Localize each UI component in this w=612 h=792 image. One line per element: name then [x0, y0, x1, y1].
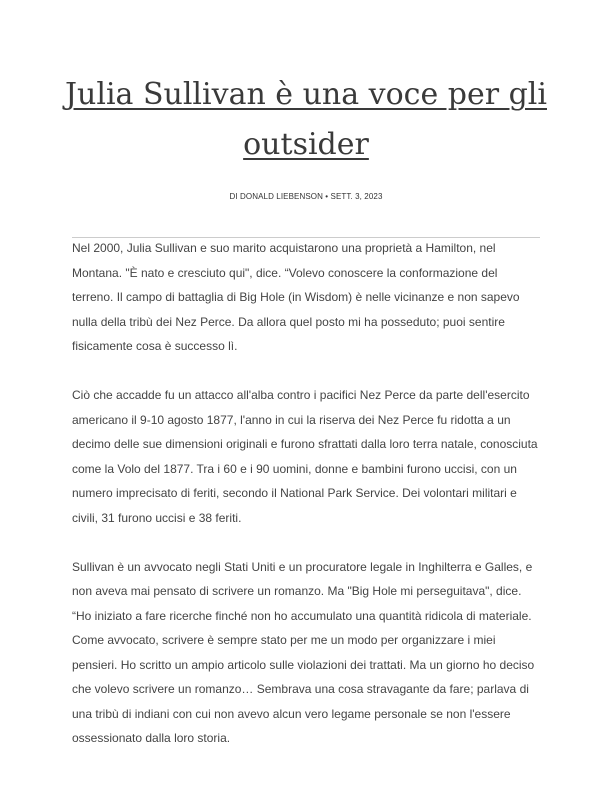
text-line: Ciò che accadde fu un attacco all'alba contro i pacifici Nez Perce da parte dell'esercito: [72, 388, 530, 402]
title-line[interactable]: Julia Sullivan è una voce per gli: [65, 77, 547, 112]
text-line: una tribù di indiani con cui non avevo alcun vero legame personale se non l'essere: [72, 706, 511, 721]
text-line: Sullivan è un avvocato negli Stati Uniti e un procuratore legale in Inghilterra e Galles, e: [72, 559, 533, 574]
text-line: numero imprecisato di feriti, secondo il National Park Service. Dei volontari militari e: [72, 486, 517, 500]
paragraph: [72, 555, 552, 751]
text-line: americano il 9-10 agosto 1877, l'anno in cui la riserva dei Nez Perce fu ridotta a un: [72, 412, 511, 427]
title-line[interactable]: outsider: [243, 127, 369, 162]
text-line: pensieri. Ho scritto un ampio articolo sulle violazioni dei trattati. Ma un giorno ho deciso: [72, 657, 535, 672]
text-line: nulla della tribù dei Nez Perce. Da allora quel posto mi ha posseduto; puoi sentire: [72, 314, 505, 329]
text-line: Come avvocato, scrivere è sempre stato per me un modo per organizzare i miei: [72, 633, 496, 647]
text-line: fisicamente cosa è successo lì.: [72, 339, 238, 353]
text-line: decimo delle sue dimensioni originali e furono sfrattati dalla loro terra natale, conosciuta: [72, 437, 538, 451]
article-title[interactable]: [40, 70, 572, 170]
text-line: Montana. "È nato e cresciuto qui", dice. “Volevo conoscere la conformazione del: [72, 265, 498, 280]
text-line: non aveva mai pensato di scrivere un romanzo. Ma "Big Hole mi perseguitava", dice.: [72, 584, 522, 598]
paragraph: [72, 236, 552, 359]
text-line: civili, 31 furono uccisi e 38 feriti.: [72, 510, 242, 525]
article-body: [72, 236, 552, 775]
text-line: ossessionato dalla loro storia.: [72, 731, 231, 745]
text-line: come la Volo del 1877. Tra i 60 e i 90 uomini, donne e bambini furono uccisi, con un: [72, 461, 517, 476]
text-line: “Ho iniziato a fare ricerche finché non ho accumulato una quantità ridicola di materiale.: [72, 608, 532, 623]
text-line: terreno. Il campo di battaglia di Big Hole (in Wisdom) è nelle vicinanze e non sapevo: [72, 290, 520, 304]
text-line: che volevo scrivere un romanzo… Sembrava una cosa stravagante da fare; parlava di: [72, 682, 529, 696]
paragraph: [72, 383, 552, 530]
byline: DI DONALD LIEBENSON • SETT. 3, 2023: [229, 192, 383, 201]
text-line: Nel 2000, Julia Sullivan e suo marito acquistarono una proprietà a Hamilton, nel: [72, 241, 496, 255]
